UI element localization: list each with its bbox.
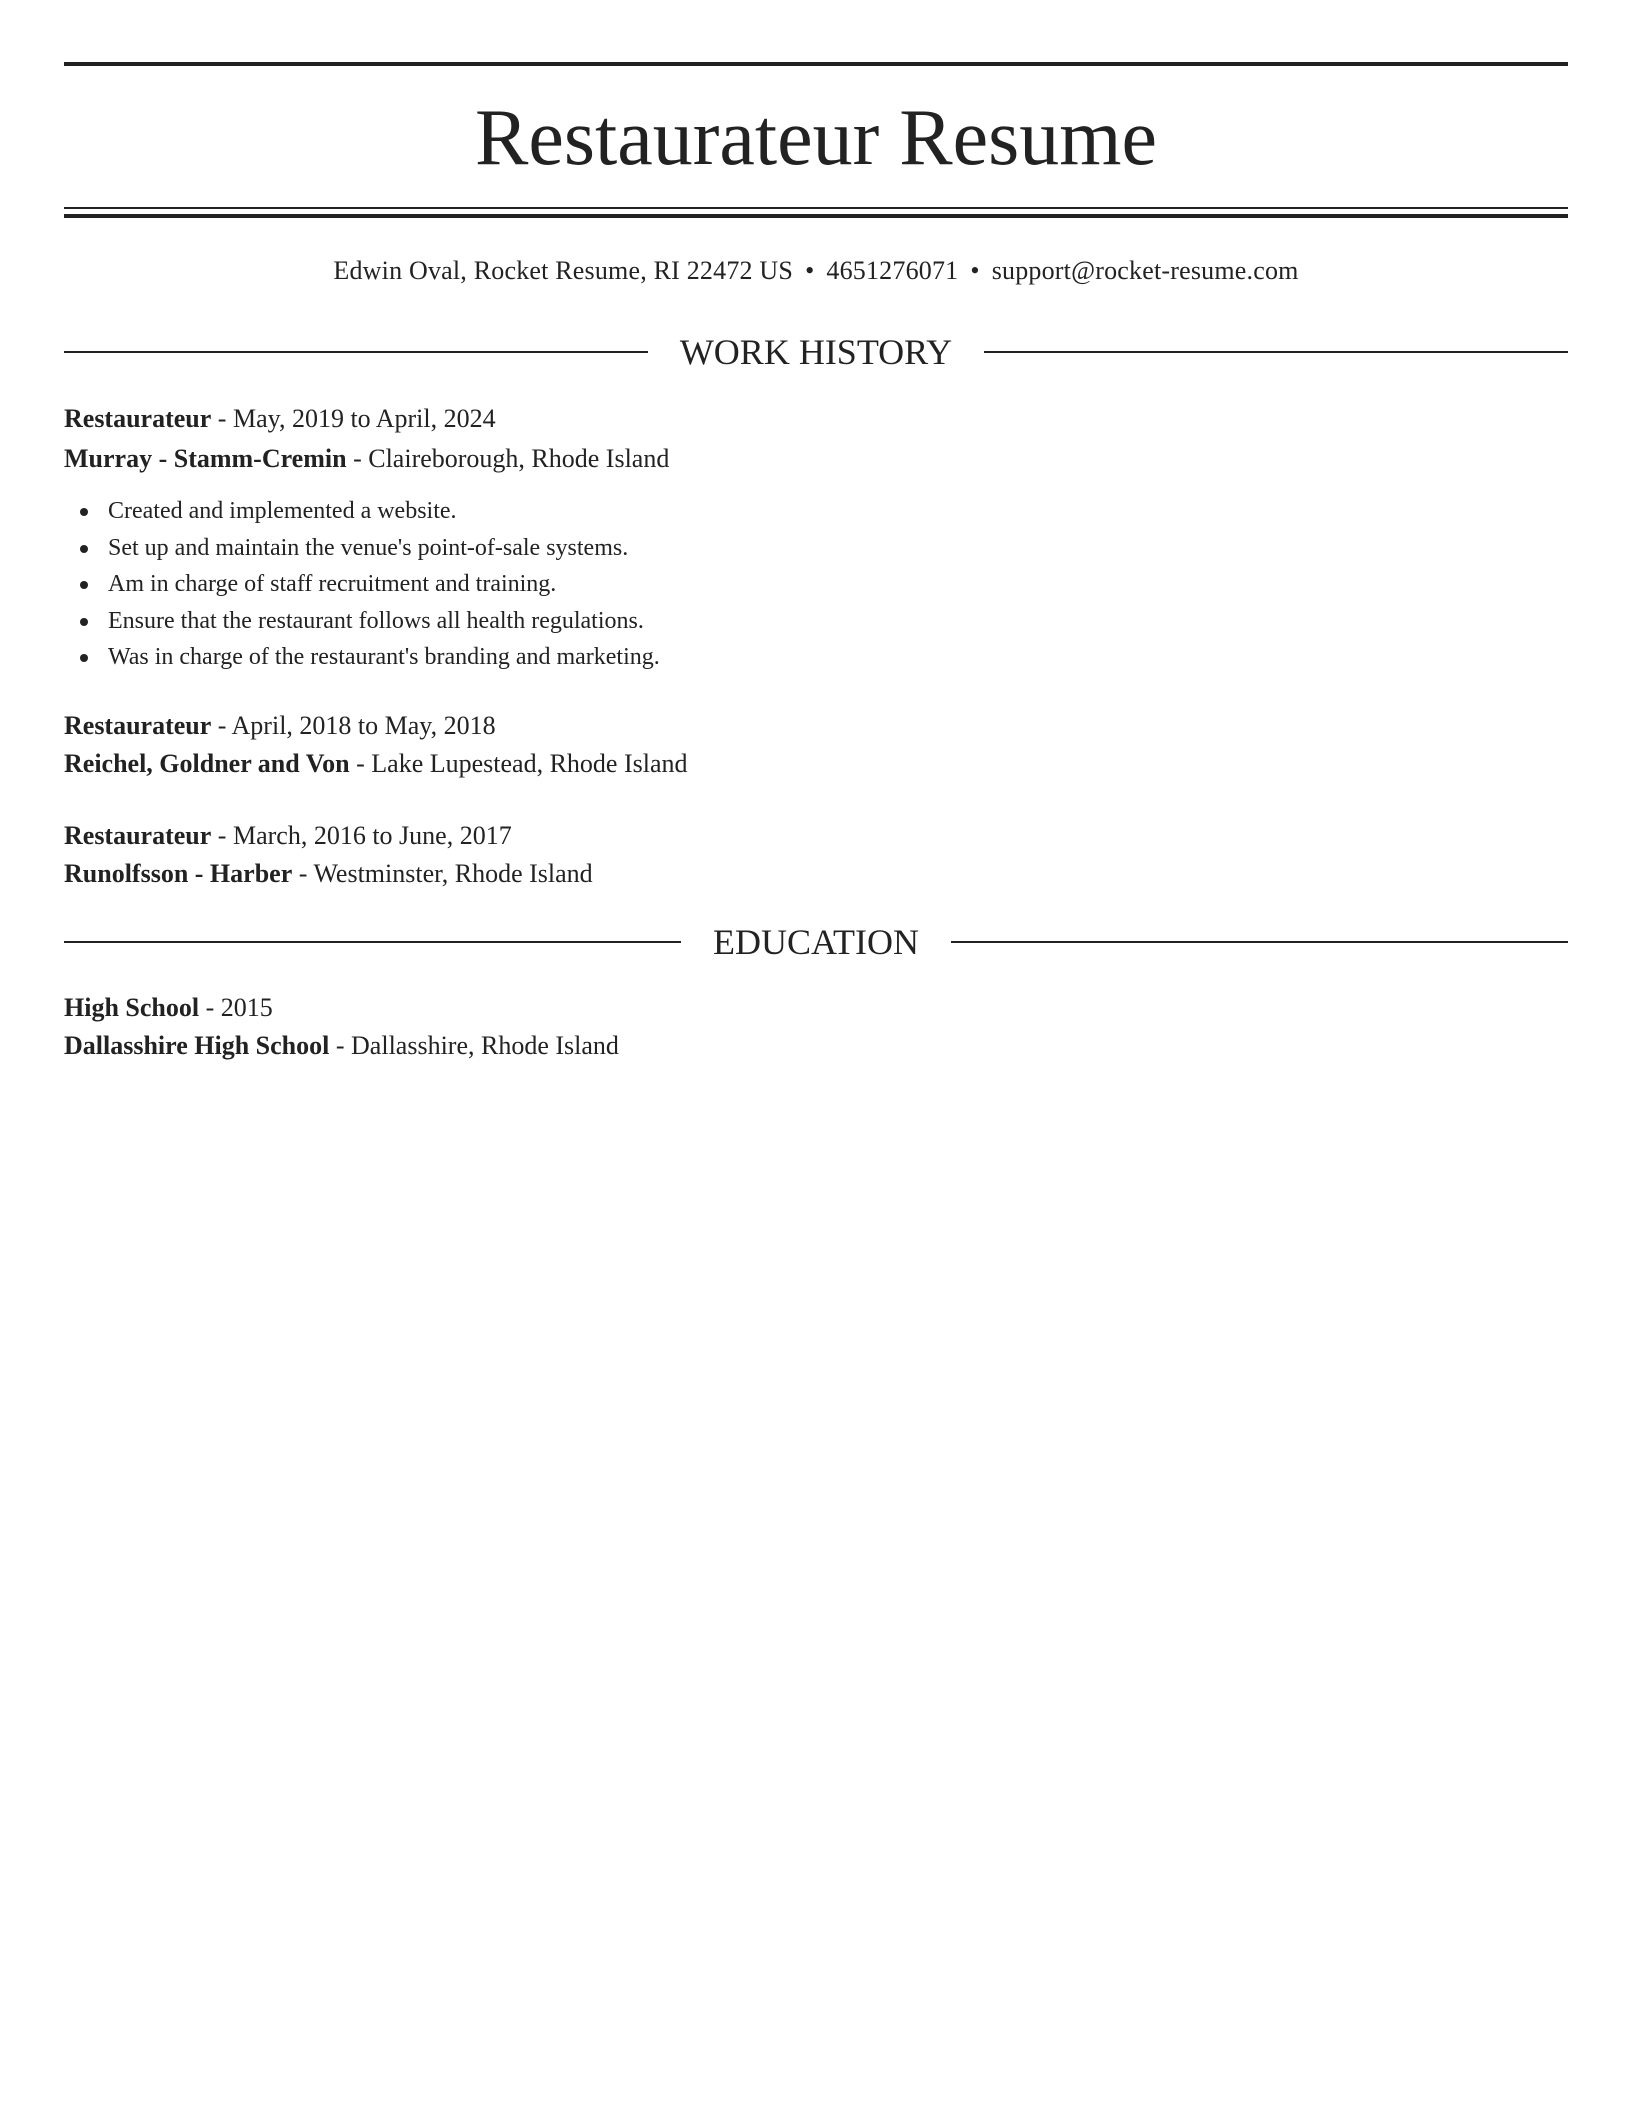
job-title-line: Restaurateur - March, 2016 to June, 2017: [64, 821, 512, 850]
list-item: Created and implemented a website.: [64, 493, 1568, 530]
contact-email: support@rocket-resume.com: [991, 256, 1299, 285]
work-history-heading: [64, 330, 1568, 374]
job-dates: May, 2019 to April, 2024: [232, 404, 496, 433]
education-degree-line: High School - 2015: [64, 993, 273, 1022]
list-item: Was in charge of the restaurant's branding and marketing.: [64, 639, 1568, 676]
job-company: Murray - Stamm-Cremin: [64, 444, 347, 473]
job-duties-list: [64, 493, 1568, 676]
job-company-line: Runolfsson - Harber - Westminster, Rhode Island: [64, 859, 593, 888]
list-item: Ensure that the restaurant follows all health regulations.: [64, 603, 1568, 640]
education-year: 2015: [220, 993, 273, 1022]
education-school: Dallasshire High School: [64, 1031, 330, 1060]
education-school-line: Dallasshire High School - Dallasshire, Rhode Island: [64, 1031, 619, 1060]
contact-phone: 4651276071: [826, 256, 959, 285]
job-dates: March, 2016 to June, 2017: [232, 821, 512, 850]
job-location: Claireborough, Rhode Island: [368, 444, 670, 473]
education-degree: High School: [64, 993, 200, 1022]
job-location: Westminster, Rhode Island: [313, 859, 593, 888]
education-location: Dallasshire, Rhode Island: [351, 1031, 619, 1060]
contact-address: Edwin Oval, Rocket Resume, RI 22472 US: [333, 256, 794, 285]
job-company: Reichel, Goldner and Von: [64, 749, 350, 778]
job-location: Lake Lupestead, Rhode Island: [371, 749, 688, 778]
list-item: Set up and maintain the venue's point-of-sale systems.: [64, 530, 1568, 567]
list-item: Am in charge of staff recruitment and training.: [64, 566, 1568, 603]
header-top-rule: [64, 62, 1568, 66]
contact-separator: •: [970, 256, 980, 285]
section-rule-right: [984, 351, 1568, 353]
job-title: Restaurateur: [64, 711, 212, 740]
job-company: Runolfsson - Harber: [64, 859, 293, 888]
education-heading: [64, 920, 1568, 964]
resume-title: Restaurateur Resume: [475, 94, 1157, 182]
job-title: Restaurateur: [64, 821, 212, 850]
header-double-rule-thick: [64, 214, 1568, 218]
job-title: Restaurateur: [64, 404, 212, 433]
job-company-line: Murray - Stamm-Cremin - Claireborough, Rhode Island: [64, 444, 670, 473]
section-rule-right: [951, 941, 1568, 943]
section-heading-label: WORK HISTORY: [679, 332, 953, 372]
section-heading-label: EDUCATION: [713, 922, 919, 962]
header-double-rule-thin: [64, 207, 1568, 209]
section-rule-left: [64, 941, 681, 943]
job-dates: April, 2018 to May, 2018: [231, 711, 496, 740]
contact-separator: •: [805, 256, 815, 285]
section-rule-left: [64, 351, 648, 353]
job-company-line: Reichel, Goldner and Von - Lake Lupestead, Rhode Island: [64, 749, 688, 778]
job-title-line: Restaurateur - May, 2019 to April, 2024: [64, 404, 496, 433]
job-title-line: Restaurateur - April, 2018 to May, 2018: [64, 711, 496, 740]
contact-line: [64, 254, 1568, 288]
